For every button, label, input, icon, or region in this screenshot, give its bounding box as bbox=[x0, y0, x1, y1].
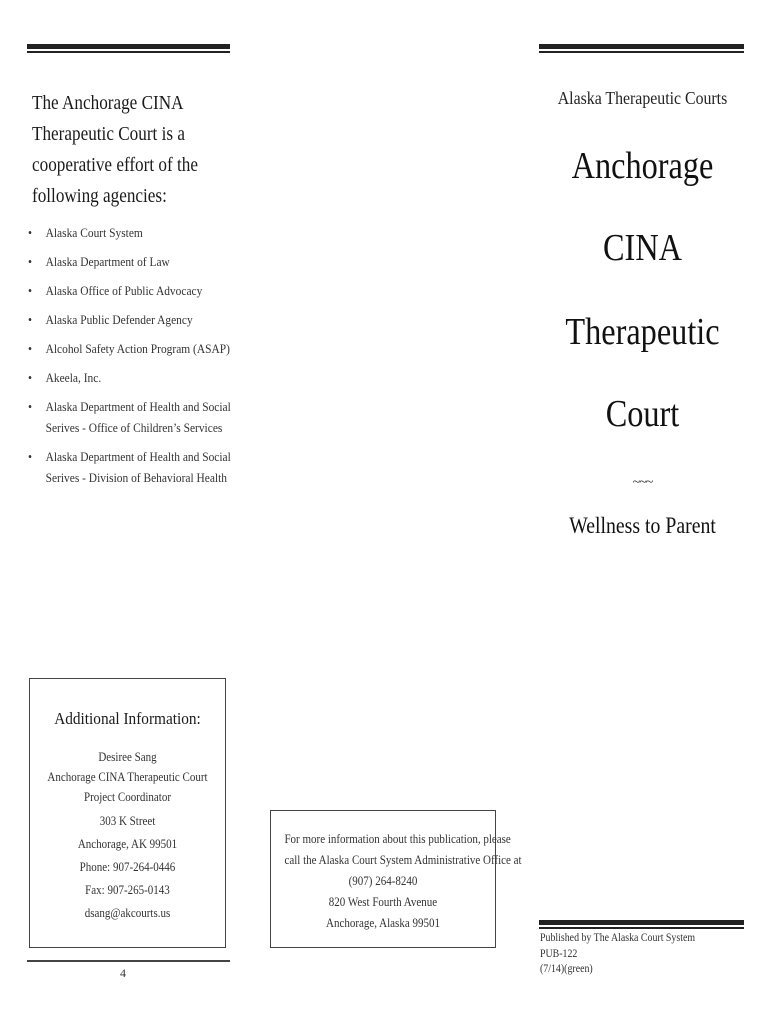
agency-name: Alaska Department of Law bbox=[45, 254, 170, 269]
agency-item bbox=[28, 446, 244, 488]
agency-name: Alcohol Safety Action Program (ASAP) bbox=[45, 341, 230, 356]
bullet-icon: • bbox=[28, 283, 33, 298]
additional-info-box bbox=[29, 678, 226, 948]
bullet-icon: • bbox=[28, 225, 33, 240]
publication-number: PUB-122 bbox=[540, 947, 578, 960]
heading-line: The Anchorage CINA bbox=[32, 93, 184, 114]
bullet-icon: • bbox=[28, 341, 33, 356]
contact-role: Project Coordinator bbox=[83, 790, 172, 804]
agency-item bbox=[28, 280, 244, 301]
bullet-icon: • bbox=[28, 312, 33, 327]
agency-item bbox=[28, 338, 244, 359]
publication-line: For more information about this publication, please bbox=[284, 832, 511, 846]
contact-organization: Anchorage CINA Therapeutic Court bbox=[47, 770, 208, 784]
contact-email: dsang@akcourts.us bbox=[84, 906, 171, 920]
publication-street: 820 West Fourth Avenue bbox=[328, 895, 438, 909]
agency-name: Serives - Office of Children’s Services bbox=[45, 420, 223, 435]
contact-phone: Phone: 907-264-0446 bbox=[79, 860, 176, 874]
left-heading bbox=[32, 88, 217, 212]
bottom-rule-right bbox=[539, 920, 744, 928]
page-number: 4 bbox=[120, 966, 126, 980]
agency-list bbox=[28, 222, 238, 496]
bullet-icon: • bbox=[28, 449, 33, 464]
title-line-court: Court bbox=[605, 393, 680, 435]
contact-name: Desiree Sang bbox=[98, 750, 157, 764]
bullet-icon: • bbox=[28, 370, 33, 385]
title-line-cina: CINA bbox=[603, 227, 682, 269]
bullet-icon: • bbox=[28, 254, 33, 269]
contact-fax: Fax: 907-265-0143 bbox=[85, 883, 170, 897]
agency-item bbox=[28, 396, 244, 438]
agency-name: Alaska Public Defender Agency bbox=[45, 312, 193, 327]
heading-line: cooperative effort of the bbox=[32, 155, 198, 176]
publication-city: Anchorage, Alaska 99501 bbox=[326, 916, 440, 930]
publication-date-edition: (7/14)(green) bbox=[540, 963, 593, 975]
published-by-block bbox=[540, 931, 720, 978]
contact-details bbox=[30, 747, 225, 925]
agency-item bbox=[28, 222, 244, 243]
agency-name: Alaska Department of Health and Social bbox=[45, 449, 231, 464]
subtitle: Wellness to Parent bbox=[569, 513, 716, 538]
series-title: Alaska Therapeutic Courts bbox=[557, 88, 728, 108]
publication-phone: (907) 264-8240 bbox=[348, 874, 418, 888]
agency-item bbox=[28, 251, 244, 272]
heading-line: following agencies: bbox=[32, 186, 167, 207]
publication-info bbox=[271, 829, 522, 934]
agency-name: Serives - Division of Behavioral Health bbox=[45, 470, 228, 485]
contact-city: Anchorage, AK 99501 bbox=[77, 837, 178, 851]
bottom-rule-left bbox=[27, 960, 230, 962]
title-line-anchorage: Anchorage bbox=[571, 145, 714, 187]
top-rule-left bbox=[27, 44, 230, 52]
top-rule-right bbox=[539, 44, 744, 52]
agency-name: Alaska Department of Health and Social bbox=[45, 399, 231, 414]
agency-name: Alaska Court System bbox=[45, 225, 143, 240]
heading-line: Therapeutic Court is a bbox=[32, 124, 185, 145]
contact-street: 303 K Street bbox=[99, 814, 156, 828]
publication-info-box bbox=[270, 810, 522, 948]
title-divider: ~~~ bbox=[632, 475, 653, 490]
agency-item bbox=[28, 309, 244, 330]
published-by: Published by The Alaska Court System bbox=[540, 932, 696, 944]
bullet-icon: • bbox=[28, 399, 33, 414]
title-line-therapeutic: Therapeutic bbox=[565, 311, 720, 353]
agency-name: Akeela, Inc. bbox=[45, 370, 102, 385]
agency-item bbox=[28, 367, 244, 388]
additional-info-title: Additional Information: bbox=[54, 709, 201, 728]
publication-line: call the Alaska Court System Administrative Office at bbox=[284, 853, 522, 867]
agency-name: Alaska Office of Public Advocacy bbox=[45, 283, 203, 298]
